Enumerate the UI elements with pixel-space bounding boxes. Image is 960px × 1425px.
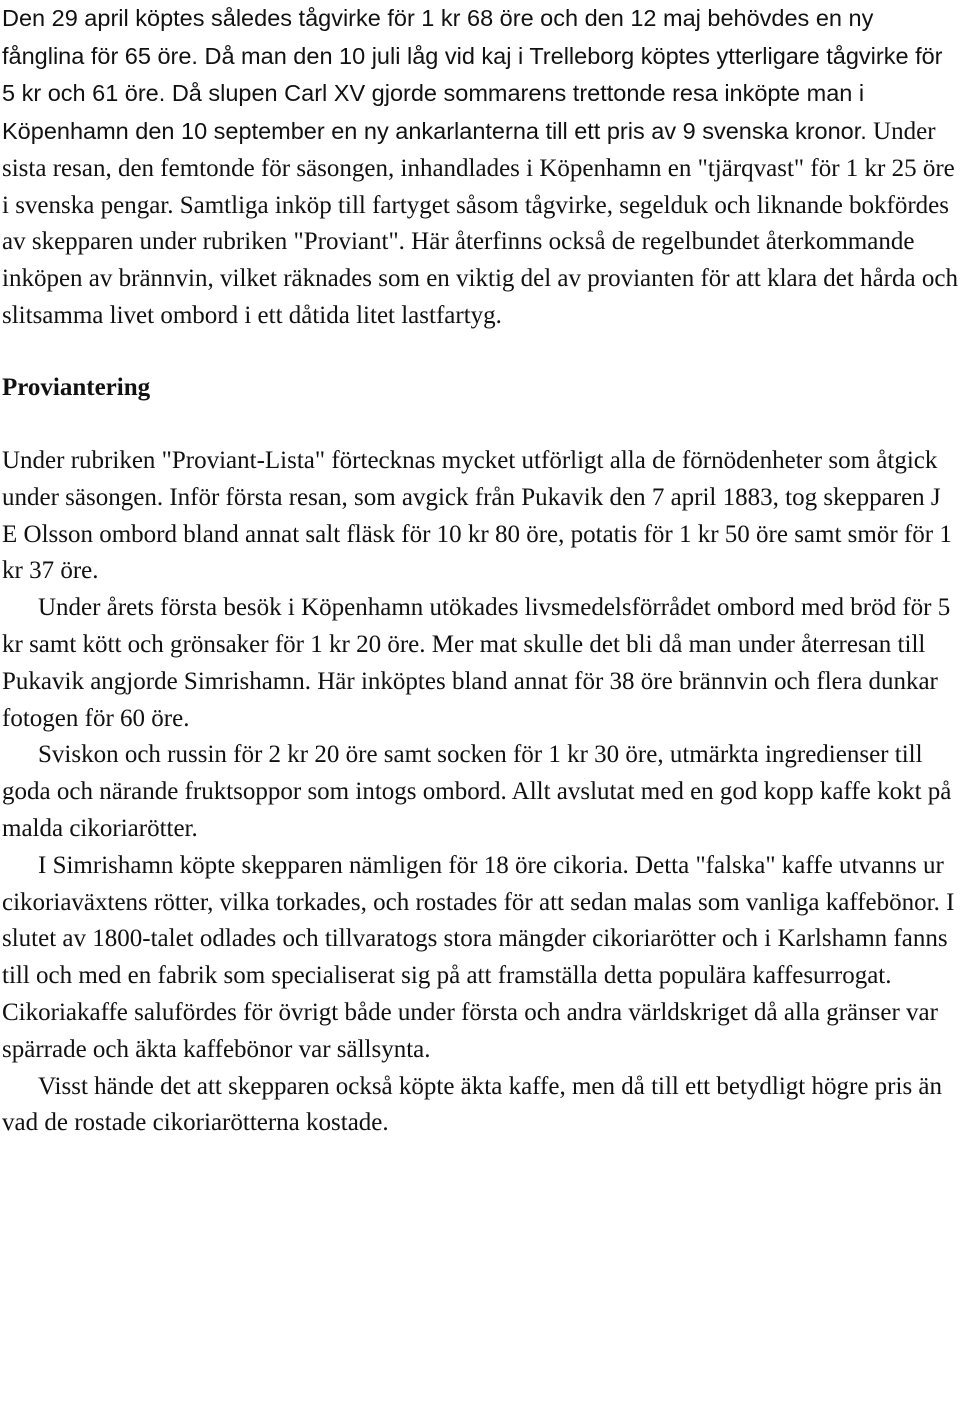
document-page — [2, 0, 958, 1142]
intro-text-sans: Den 29 april köptes således tågvirke för 1 kr 68 öre och den 12 maj behövdes en ny fånglina för 65 öre. Då man den 10 juli låg vid kaj i Trelleborg köptes ytterligare tågvirke för 5 kr och 61 öre. Då slupen Carl XV gjorde sommarens trettonde resa inköpte man i Köpenhamn den 10 september en ny ankarlanterna till ett pris av 9 svenska kronor. — [2, 5, 943, 145]
section-heading: Proviantering — [2, 374, 151, 402]
section-body — [2, 443, 958, 1142]
body-paragraph: Under årets första besök i Köpenhamn utökades livsmedelsförrådet ombord med bröd för 5 kr samt kött och grönsaker för 1 kr 20 öre. Mer mat skulle det bli då man under återresan till Pukavik angjorde Simrishamn. Här inköptes bland annat för 38 öre brännvin och flera dunkar fotogen för 60 öre. — [2, 594, 951, 732]
intro-paragraph — [2, 0, 958, 334]
intro-text-serif: Under sista resan, den femtonde för säsongen, inhandlades i Köpenhamn en "tjärqvast" för 1 kr 25 öre i svenska pengar. Samtliga inköp till fartyget såsom tågvirke, segelduk och liknande bokfördes av skepparen under rubriken "Proviant". Här återfinns också de regelbundet återkommande inköpen av brännvin, vilket räknades som en viktig del av provianten för att klara det hårda och slitsamma livet ombord i ett dåtida litet lastfartyg. — [2, 118, 958, 329]
body-paragraph: Sviskon och russin för 2 kr 20 öre samt socken för 1 kr 30 öre, utmärkta ingredienser till goda och närande fruktsoppor som intogs ombord. Allt avslutat med en god kopp kaffe kokt på malda cikoriarötter. — [2, 741, 952, 842]
body-paragraph: I Simrishamn köpte skepparen nämligen för 18 öre cikoria. Detta "falska" kaffe utvanns ur cikoriaväxtens rötter, vilka torkades, och rostades för att sedan malas som vanliga kaffebönor. I slutet av 1800-talet odlades och tillvaratogs stora mängder cikoriarötter och i Karlshamn fanns till och med en fabrik som specialiserat sig på att framställa detta populära kaffesurrogat. Cikoriakaffe salufördes för övrigt både under första och andra världskriget då alla gränser var spärrade och äkta kaffebönor var sällsynta. — [2, 851, 955, 1063]
body-paragraph: Visst hände det att skepparen också köpte äkta kaffe, men då till ett betydligt högre pris än vad de rostade cikoriarötterna kostade. — [2, 1072, 943, 1137]
body-paragraph: Under rubriken "Proviant-Lista" förtecknas mycket utförligt alla de förnödenheter som åtgick under säsongen. Inför första resan, som avgick från Pukavik den 7 april 1883, tog skepparen J E Olsson ombord bland annat salt fläsk för 10 kr 80 öre, potatis för 1 kr 50 öre samt smör för 1 kr 37 öre. — [2, 447, 952, 585]
